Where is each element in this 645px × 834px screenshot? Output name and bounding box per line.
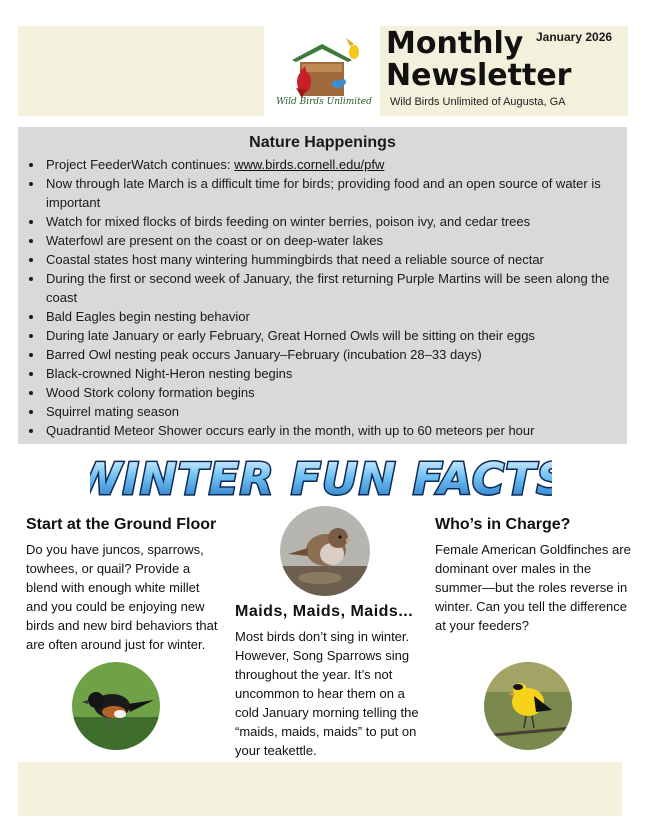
- list-item: • Squirrel mating season: [44, 402, 629, 421]
- logo-text: Wild Birds Unlimited: [276, 97, 372, 107]
- towhee-photo: [72, 662, 160, 750]
- list-item: • Quadrantid Meteor Shower occurs early in the month, with up to 60 meteors per hour: [44, 421, 629, 440]
- list-item: • Watch for mixed flocks of birds feeding on winter berries, poison ivy, and cedar trees: [44, 212, 629, 231]
- ground-floor-heading: Start at the Ground Floor: [26, 516, 217, 533]
- list-item: • Barred Owl nesting peak occurs January–February (incubation 28–33 days): [44, 345, 629, 364]
- list-item: • Now through late March is a difficult time for birds; providing food and an open source of water is important: [44, 174, 629, 212]
- goldfinch-photo: [484, 662, 572, 750]
- nature-happenings-heading: Nature Happenings: [249, 134, 396, 151]
- list-item: • Coastal states host many wintering hummingbirds that need a reliable source of nectar: [44, 250, 629, 269]
- feederwatch-link[interactable]: www.birds.cornell.edu/pfw: [234, 157, 385, 172]
- list-item: • Bald Eagles begin nesting behavior: [44, 307, 629, 326]
- link-prefix: Project FeederWatch continues:: [46, 157, 235, 172]
- list-item: • During late January or early February, Great Horned Owls will be sitting on their eggs: [44, 326, 629, 345]
- ground-floor-text: Do you have juncos, sparrows, towhees, or quail? Provide a blend with enough white millet and you could be enjoying new birds and new bird behaviors that are often around just for winter.: [26, 542, 218, 652]
- footer-panel: [18, 762, 622, 816]
- song-sparrow-photo: [280, 506, 370, 596]
- title-line-2: Newsletter: [386, 58, 572, 93]
- list-item: • Waterfowl are present on the coast or on deep-water lakes: [44, 231, 629, 250]
- nature-happenings-list: [24, 155, 629, 440]
- header-left-panel: [18, 26, 264, 116]
- winter-fun-facts-banner: [90, 452, 552, 504]
- issue-date: January 2026: [536, 30, 613, 44]
- maids-text: Most birds don’t sing in winter. However, Song Sparrows sing throughout the year. It’s not uncommon to hear them on a cold January morning telling the “maids, maids, maids” to put on your teakettle.: [235, 629, 419, 758]
- whos-in-charge-text: Female American Goldfinches are dominant over males in the summer—but the roles reverse in winter. Can you tell the difference at your feeders?: [435, 542, 631, 633]
- nature-happenings-panel: [18, 127, 627, 444]
- whos-in-charge-heading: Who’s in Charge?: [435, 516, 571, 533]
- subtitle: Wild Birds Unlimited of Augusta, GA: [390, 96, 566, 108]
- list-item: [44, 155, 629, 174]
- title-line-1: Monthly: [386, 26, 524, 61]
- banner-text: WINTER FUN FACTS: [90, 454, 552, 504]
- list-item: • Black-crowned Night-Heron nesting begins: [44, 364, 629, 383]
- list-item: • Wood Stork colony formation begins: [44, 383, 629, 402]
- maids-heading: Maids, Maids, Maids...: [235, 603, 414, 620]
- list-item: • During the first or second week of January, the first returning Purple Martins will be seen along the coast: [44, 269, 629, 307]
